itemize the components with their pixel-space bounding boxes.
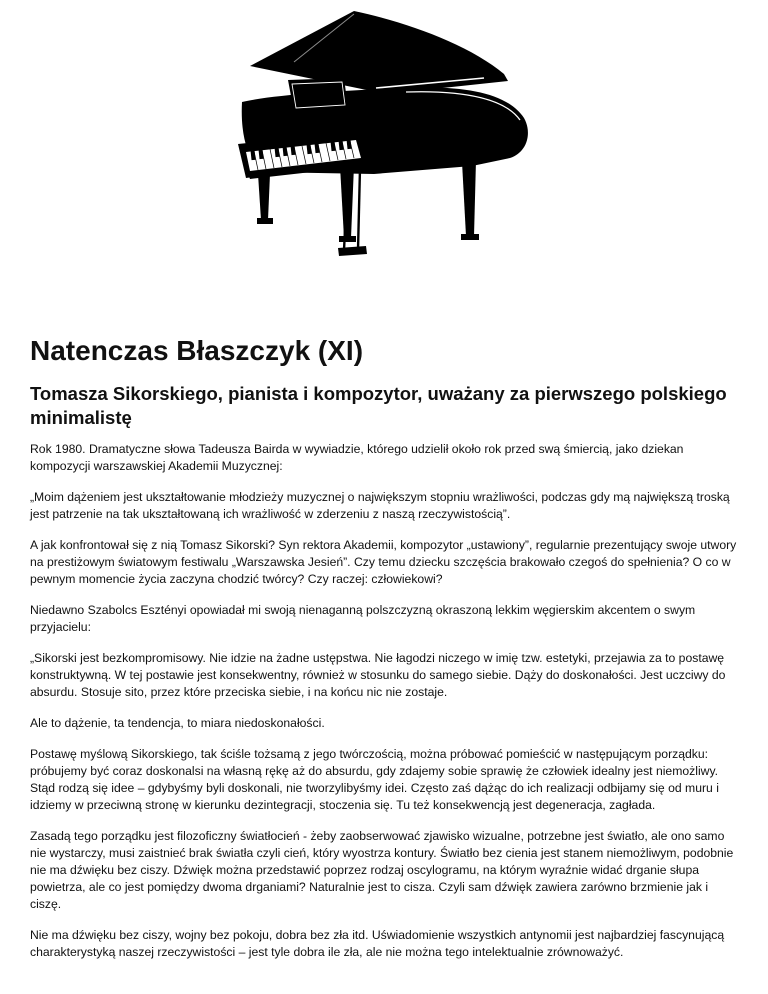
grand-piano-icon bbox=[236, 10, 532, 258]
article-title: Natenczas Błaszczyk (XI) bbox=[30, 335, 364, 366]
paragraph: A jak konfrontował się z nią Tomasz Sikorski? Syn rektora Akademii, kompozytor „ustawiony”, regularnie prezentujący swoje utwory na prestiżowym światowym festiwalu „Warszawska Jesień”. Czy temu dziecku szczęścia brakowało czegoś do spełnienia? O co w pewnym momencie życia zaczyna chodzić twórcy? Czy raczej: człowiekowi? bbox=[30, 538, 737, 586]
paragraph: Nie ma dźwięku bez ciszy, wojny bez pokoju, dobra bez zła itd. Uświadomienie wszystkich antynomii jest najbardziej fascynującą charakterystyką naszej rzeczywistości – jest tyle dobra ile zła, ale nie można tego intelektualnie zrównoważyć. bbox=[30, 928, 725, 959]
paragraph: Niedawno Szabolcs Esztényi opowiadał mi swoją nienaganną polszczyzną okraszoną lekkim węgierskim akcentem o swym przyjacielu: bbox=[30, 603, 696, 634]
paragraph: Zasadą tego porządku jest filozoficzny światłocień - żeby zaobserwować zjawisko wizualne, potrzebne jest światło, ale ono samo nie wystarczy, musi zaistnieć brak światła czyli cień, który wyostrza kontury. Światło bez cienia jest stanem niemożliwym, podobnie nie ma dźwięku bez ciszy. Dźwięk można przedstawić poprzez rodzaj oscylogramu, na którym wyraźnie widać drganie słupa powietrza, ale co jest pomiędzy dwoma drganiami? Naturalnie jest to cisza. Czyli sam dźwięk zawiera zarówno brzmienie jak i ciszę. bbox=[30, 829, 734, 911]
paragraph: „Sikorski jest bezkompromisowy. Nie idzie na żadne ustępstwa. Nie łagodzi niczego w imię tzw. estetyki, przejawia za to postawę konstruktywną. W tej postawie jest konsekwentny, również w stosunku do samego siebie. Dąży do doskonałości. Jest uczciwy do absurdu. Stosuje sito, przez które przeciska siebie, i na końcu nic nie zostaje. bbox=[30, 651, 726, 699]
article bbox=[30, 334, 742, 975]
paragraph: „Moim dążeniem jest ukształtowanie młodzieży muzycznej o największym stopniu wrażliwości, podczas gdy mą największą troską jest patrzenie na tak ukształtowaną ich wrażliwość w zderzeniu z naszą rzeczywistością”. bbox=[30, 490, 730, 521]
paragraph: Rok 1980. Dramatyczne słowa Tadeusza Bairda w wywiadzie, którego udzielił około rok przed swą śmiercią, jako dziekan kompozycji warszawskiej Akademii Muzycznej: bbox=[30, 442, 684, 473]
article-subtitle: Tomasza Sikorskiego, pianista i kompozytor, uważany za pierwszego polskiego minimalistę bbox=[30, 383, 727, 428]
paragraph: Ale to dążenie, ta tendencja, to miara niedoskonałości. bbox=[30, 716, 325, 730]
paragraph: Postawę myślową Sikorskiego, tak ściśle tożsamą z jego twórczością, można próbować pomieścić w następującym porządku: próbujemy być coraz doskonalsi na własną rękę aż do absurdu, gdy zdajemy sobie sprawię że człowiek idealny jest niemożliwy. Stąd rodzą się idee – gdybyśmy byli doskonali, nie tworzylibyśmy idei. Często zaś dążąc do ich realizacji odbijamy się od muru i idziemy w przeciwną stronę w kierunku dezintegracji, stoczenia się. Tu też konsekwencją jest degeneracja, zagłada. bbox=[30, 747, 719, 812]
